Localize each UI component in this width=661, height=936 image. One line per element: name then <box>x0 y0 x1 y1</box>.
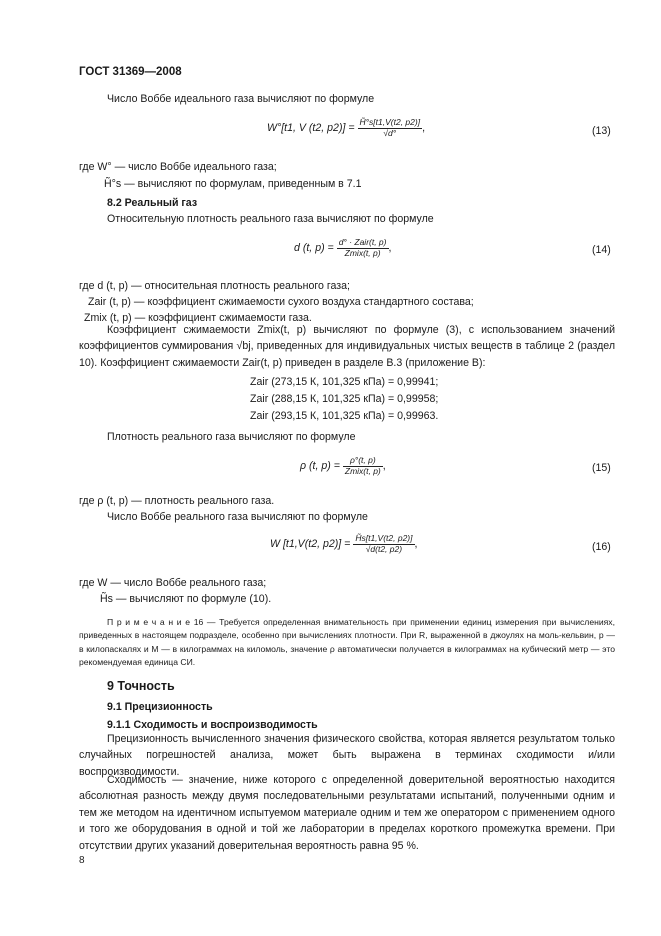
eq15-denominator: Zmix(t, p) <box>344 465 381 476</box>
equation-16-number: (16) <box>592 541 611 553</box>
eq15-lhs: ρ (t, p) = <box>300 460 340 473</box>
eq16-numerator: H̃s[t1,V(t2, p2)] <box>355 533 413 543</box>
where-13-line2: H̃°s — вычисляют по формулам, приведенным в 7.1 <box>104 178 362 190</box>
zair-value-3: Zair (293,15 К, 101,325 кПа) = 0,99963. <box>250 410 439 422</box>
page-number: 8 <box>79 855 85 866</box>
where-14-line3: Zmix (t, p) — коэффициент сжимаемости газа. <box>84 312 312 324</box>
eq15-numerator: ρ°(t, p) <box>343 456 383 467</box>
paragraph-coefficient: Коэффициент сжимаемости Zmix(t, p) вычисляют по формуле (3), с использованием значений коэффициентов суммирования √bj, приведенных для индивидуальных чистых веществ в таблице 2 (раздел 10). Коэффициент сжимаемости Zair(t, p) приведен в разделе В.3 (приложение В): <box>79 324 615 369</box>
zair-value-1: Zair (273,15 К, 101,325 кПа) = 0,99941; <box>250 376 439 388</box>
equation-13-number: (13) <box>592 125 611 137</box>
eq13-lhs: W°[t1, V (t2, p2)] = <box>267 122 355 135</box>
paragraph-wobbe-ideal: Число Воббе идеального газа вычисляют по формуле <box>107 93 375 105</box>
equation-14: d (t, p) = $\frac{\text{d° · Zair(t, p)}}{\text{Zmix(t, p)}}$ , <box>294 237 392 258</box>
eq14-fraction <box>337 238 389 259</box>
section-8-2-heading: 8.2 Реальный газ <box>107 197 198 209</box>
where-14-line2: Zair (t, p) — коэффициент сжимаемости сухого воздуха стандартного состава; <box>88 296 474 308</box>
eq16-denominator: √d(t2, p2) <box>365 543 403 554</box>
note-16: П р и м е ч а н и е 16 — Требуется определенная внимательность при применении единиц измерения при вычислениях, приведенных в настоящем подразделе, особенно при вычислениях плотности. При R, выраженной в джоулях на моль-кельвин, p — в килопаскалях и M — в килограммах на киломоль, значение ρ автоматически получается в килограммах на кубический метр — это рекомендуемая единица СИ. <box>79 617 615 667</box>
eq13-denominator: √d° <box>383 127 397 138</box>
paragraph-rho: Плотность реального газа вычисляют по формуле <box>107 431 356 443</box>
where-16-line1: где W — число Воббе реального газа; <box>79 577 267 589</box>
equation-16: W [t1,V(t2, p2)] = $\frac{H̃s[t1,V(t2, p2)]}{√d(t2, p2)}$ , <box>270 533 418 554</box>
section-9-heading: 9 Точность <box>107 679 175 693</box>
eq14-denominator: Zmix(t, p) <box>344 247 381 258</box>
section-9-1-1-heading: 9.1.1 Сходимость и воспроизводимость <box>107 719 318 731</box>
paragraph-precision: Прецизионность вычисленного значения физического свойства, которая является результатом только случайных погрешностей анализа, может быть выражена в терминах сходимости и/или воспроизводимости. <box>79 733 615 778</box>
equation-14-number: (14) <box>592 244 611 256</box>
equation-15-number: (15) <box>592 462 611 474</box>
eq15-fraction <box>343 456 383 477</box>
paragraph-wobbe-real: Число Воббе реального газа вычисляют по формуле <box>107 511 368 523</box>
section-9-1-heading: 9.1 Прецизионность <box>107 701 213 713</box>
eq14-lhs: d (t, p) = <box>294 242 334 255</box>
equation-13: W°[t1, V (t2, p2)] = $\frac{H̃^\circ s[t1,V(t2, p2)]}{√d^\circ}$ , <box>267 117 426 138</box>
paragraph-density: Относительную плотность реального газа вычисляют по формуле <box>107 213 434 225</box>
eq14-numerator: d° · Zair(t, p) <box>338 237 387 247</box>
eq13-fraction <box>358 118 423 139</box>
eq16-fraction <box>353 534 414 555</box>
where-14-line1: где d (t, p) — относительная плотность реального газа; <box>79 280 350 292</box>
where-16-line2: H̃s — вычисляют по формуле (10). <box>100 593 272 605</box>
standard-header: ГОСТ 31369—2008 <box>79 66 182 78</box>
zair-value-2: Zair (288,15 К, 101,325 кПа) = 0,99958; <box>250 393 439 405</box>
eq16-lhs: W [t1,V(t2, p2)] = <box>270 538 351 551</box>
paragraph-convergence: Сходимость — значение, ниже которого с определенной доверительной вероятностью находится абсолютная разность между двумя последовательными результатами испытаний, полученными одним и тем же методом на идентичном испытуемом материале одним и тем же оператором с применением одного и того же оборудования в одной и той же лаборатории в пределах короткого промежутка времени. При отсутствии других указаний доверительная вероятность равна 95 %. <box>79 774 615 852</box>
where-13-line1: где W° — число Воббе идеального газа; <box>79 161 277 173</box>
eq13-numerator: H̃°s[t1,V(t2, p2)] <box>359 117 421 127</box>
where-15: где ρ (t, p) — плотность реального газа. <box>79 495 275 507</box>
equation-15: ρ (t, p) = $\frac{\rho^\circ(t, p)}{\text{Zmix(t, p)}}$ , <box>300 455 386 476</box>
